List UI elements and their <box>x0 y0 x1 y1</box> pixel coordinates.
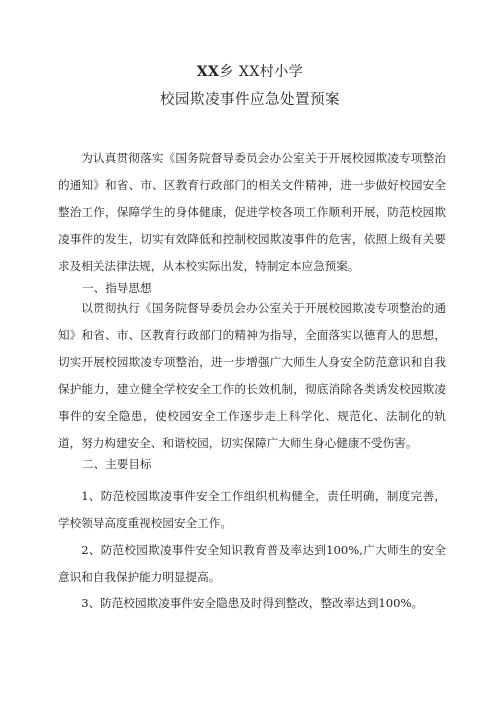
section-heading-guiding-ideology: 一、指导思想 <box>82 281 152 295</box>
title-school-prefix: XX <box>196 64 220 80</box>
goal-item-2: 2、防范校园欺凌事件安全知识教育普及率达到100%,广大师生的安全意识和自我保护能力明显提高。 <box>58 543 446 584</box>
document-main-title: 校园欺凌事件应急处置预案 <box>160 92 340 108</box>
intro-paragraph: 为认真贯彻落实《国务院督导委员会办公室关于开展校园欺凌专项整治的通知》和省、市、区教育行政部门的相关文件精神，进一步做好校园安全整治工作，保障学生的身体健康，促进学校各项工作顺利开展，防范校园欺凌事件的发生，切实有效降低和控制校园欺凌事件的危害，依照上级有关要求及相关法律法规，从本校实际出发，特制定本应急预案。 <box>58 151 446 273</box>
guiding-ideology-paragraph: 以贯彻执行《国务院督导委员会办公室关于开展校园欺凌专项整治的通知》和省、市、区教育行政部门的精神为指导，全面落实以德育人的思想，切实开展校园欺凌专项整治，进一步增强广大师生人身安全防范意识和自我保护能力，建立健全学校安全工作的长效机制，彻底消除各类诱发校园欺凌事件的安全隐患，使校园安全工作逐步走上科学化、规范化、法制化的轨道，努力构建安全、和谐校园，切实保障广大师生身心健康不受伤害。 <box>58 301 446 450</box>
document-school-title <box>0 63 500 81</box>
goal-item-3: 3、防范校园欺凌事件安全隐患及时得到整改，整改率达到100%。 <box>81 596 424 610</box>
section-heading-main-goals: 二、主要目标 <box>82 457 152 471</box>
goal-item-1: 1、防范校园欺凌事件安全工作组织机构健全，责任明确，制度完善，学校领导高度重视校园安全工作。 <box>58 489 446 530</box>
title-school-name: 乡 XX村小学 <box>219 64 304 80</box>
